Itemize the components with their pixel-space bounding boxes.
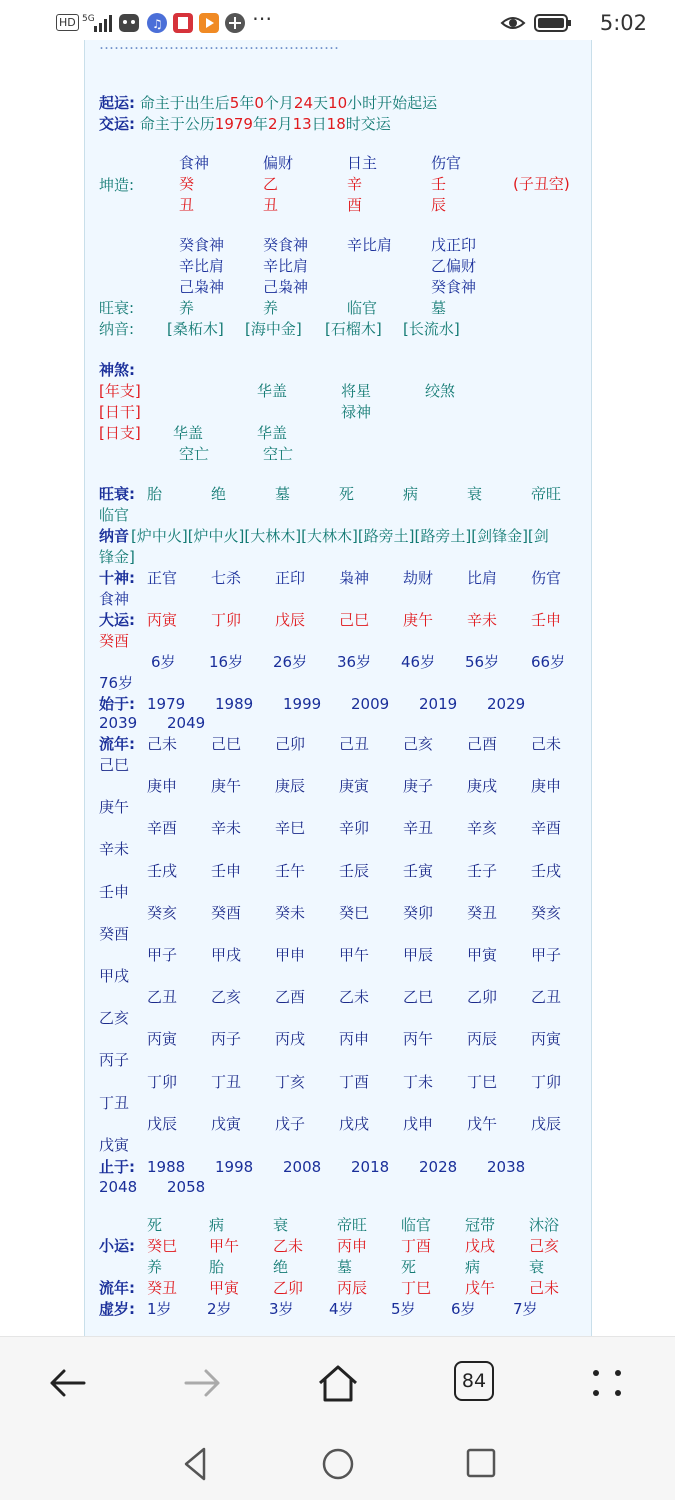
xiaoyun-bottom: 养	[147, 1258, 163, 1276]
end-label: 止于:	[99, 1158, 135, 1176]
shensha-item: 华盖	[257, 382, 288, 400]
jiaoyun-year: 1979	[214, 115, 253, 133]
dayun-shishen: 正官	[147, 569, 178, 587]
liunian-cell: 甲申	[275, 946, 306, 964]
dayun-wangshuai: 墓	[275, 485, 291, 503]
liunian-cell: 乙酉	[275, 988, 306, 1007]
nayin-value: [桑柘木]	[167, 320, 224, 338]
qiyun-years: 5	[229, 94, 240, 112]
liunian-cell: 庚子	[403, 777, 434, 796]
qiyun-line	[99, 93, 437, 113]
kunzao-branch: 辰	[431, 196, 447, 214]
dayun-wangshuai: 死	[339, 485, 355, 503]
liunian-cell: 丁酉	[339, 1072, 370, 1091]
jiaoyun-line	[99, 114, 391, 134]
liunian-cell: 丙子	[211, 1030, 242, 1049]
hidden-stem: 辛比肩	[263, 257, 309, 275]
kunzao-branch: 酉	[347, 196, 363, 214]
liunian-cell: 乙丑	[531, 988, 562, 1007]
xiaoyun-value: 丙申	[337, 1237, 368, 1255]
liunian-cell: 壬申	[211, 861, 242, 880]
dayun-shishen: 食神	[99, 590, 130, 608]
xusui-value: 4岁	[329, 1300, 354, 1318]
xiaoyun-value: 丁酉	[401, 1237, 432, 1255]
liunian-cell: 庚申	[531, 777, 562, 796]
dayun-shishen: 枭神	[339, 569, 370, 587]
liunian-cell: 乙亥	[211, 988, 242, 1007]
dayun-age: 66岁	[531, 653, 566, 671]
dayun-shishen: 正印	[275, 569, 306, 587]
liunian-cell: 甲子	[531, 946, 562, 964]
xiaoyun-liunian: 丁巳	[401, 1279, 432, 1297]
dayun-age: 16岁	[209, 653, 244, 671]
back-button[interactable]	[46, 1363, 90, 1403]
kunzao-god: 食神	[179, 154, 210, 172]
xiaoyun-value: 己亥	[529, 1237, 560, 1255]
liunian-cell: 庚辰	[275, 777, 306, 796]
liunian-cell: 癸卯	[403, 903, 434, 922]
dayun-pillar: 丁卯	[211, 611, 242, 629]
browser-toolbar	[0, 1336, 675, 1429]
end-year: 2008	[283, 1158, 322, 1176]
liunian-cell: 壬寅	[403, 861, 434, 880]
nayin-value: [石榴木]	[325, 320, 382, 338]
kunzao-label: 坤造:	[99, 176, 135, 194]
dayun-wangshuai: 帝旺	[531, 485, 562, 503]
start-year: 1989	[215, 695, 254, 713]
xiaoyun-value: 戊戌	[465, 1237, 496, 1255]
xiaoyun-bottom: 衰	[529, 1258, 545, 1276]
liunian-cell: 己巳	[99, 756, 130, 774]
video-app-icon	[198, 12, 220, 38]
end-year: 2038	[487, 1158, 526, 1176]
forward-button[interactable]	[180, 1363, 224, 1403]
xiaoyun-liunian-label: 流年:	[99, 1279, 135, 1297]
kunzao-stem: 辛	[347, 175, 363, 193]
liunian-cell: 壬申	[99, 882, 130, 901]
dayun-wangshuai-label: 旺衰:	[99, 485, 135, 503]
start-label: 始于:	[99, 695, 135, 713]
more-notifications-icon: ⋯	[252, 6, 272, 30]
liunian-cell: 戊辰	[531, 1114, 562, 1133]
qiyun-text: 天	[313, 94, 329, 112]
liunian-cell: 庚申	[147, 777, 178, 796]
hidden-stem: 乙偏财	[431, 257, 477, 275]
shensha-item: 将星	[341, 382, 372, 400]
hidden-stem: 癸食神	[263, 236, 309, 254]
liunian-cell: 甲子	[147, 946, 178, 964]
svg-text:♫: ♫	[152, 17, 163, 31]
nav-recents-button[interactable]	[462, 1444, 506, 1484]
dayun-pillar: 己巳	[339, 611, 370, 629]
xiaoyun-top: 沐浴	[529, 1216, 560, 1234]
shensha-item: 禄神	[341, 403, 372, 421]
jiaoyun-text: 时交运	[345, 115, 391, 133]
liunian-cell: 丁卯	[531, 1072, 562, 1091]
dayun-label: 大运:	[99, 611, 135, 629]
xiaoyun-bottom: 绝	[273, 1258, 289, 1276]
start-year: 2049	[167, 714, 206, 732]
xiaoyun-bottom: 死	[401, 1258, 417, 1276]
liunian-cell: 戊申	[403, 1114, 434, 1133]
dayun-age: 6岁	[151, 653, 176, 671]
xiaoyun-top: 衰	[273, 1216, 289, 1234]
start-year: 1999	[283, 695, 322, 713]
shensha-label: 神煞:	[99, 361, 135, 379]
wangshuai-value: 墓	[431, 299, 447, 317]
book-app-icon	[172, 12, 194, 38]
liunian-cell: 丙戌	[275, 1030, 306, 1049]
shensha-item: 空亡	[179, 445, 210, 463]
liunian-cell: 甲戌	[99, 967, 130, 985]
liunian-cell: 甲寅	[467, 946, 498, 964]
liunian-cell: 乙巳	[403, 988, 434, 1007]
liunian-cell: 己未	[531, 735, 562, 753]
xusui-value: 3岁	[269, 1300, 294, 1318]
qiyun-text: 小时开始起运	[347, 94, 438, 112]
tabs-button[interactable]: 84	[454, 1361, 494, 1401]
jiaoyun-month: 2	[268, 115, 278, 133]
dayun-wangshuai: 衰	[467, 485, 483, 503]
start-year: 2009	[351, 695, 390, 713]
liunian-cell: 庚寅	[339, 777, 370, 796]
shensha-item: 华盖	[173, 424, 204, 442]
liunian-cell: 丙寅	[147, 1030, 178, 1049]
shensha-item: 空亡	[263, 445, 294, 463]
qiyun-hours: 10	[328, 94, 348, 112]
liunian-cell: 壬子	[467, 861, 498, 880]
nayin-value: [长流水]	[403, 320, 460, 338]
liunian-cell: 癸亥	[531, 903, 562, 922]
kunzao-void: (子丑空)	[513, 175, 570, 193]
music-app-icon	[146, 12, 168, 38]
dayun-wangshuai: 临官	[99, 506, 130, 524]
liunian-cell: 壬午	[275, 861, 306, 880]
shensha-item: 绞煞	[425, 382, 456, 400]
qiyun-label: 起运:	[99, 94, 135, 112]
dayun-pillar: 戊辰	[275, 611, 306, 629]
liunian-cell: 戊子	[275, 1114, 306, 1133]
dayun-shishen: 七杀	[211, 569, 242, 587]
liunian-cell: 戊寅	[99, 1135, 130, 1154]
battery-icon	[534, 13, 572, 39]
liunian-cell: 丙辰	[467, 1030, 498, 1049]
liunian-cell: 辛酉	[531, 819, 562, 838]
dayun-wangshuai: 病	[403, 485, 419, 503]
liunian-cell: 己丑	[339, 735, 370, 753]
xiaoyun-liunian: 己未	[529, 1279, 560, 1297]
liunian-cell: 乙卯	[467, 988, 498, 1007]
app-notification-icon	[118, 12, 140, 38]
liunian-cell: 丁亥	[275, 1072, 306, 1091]
xiaoyun-liunian: 戊午	[465, 1279, 496, 1297]
system-nav-bar	[0, 1428, 675, 1500]
liunian-cell: 甲辰	[403, 946, 434, 964]
liunian-cell: 丁卯	[147, 1072, 178, 1091]
liunian-cell: 辛巳	[275, 819, 306, 838]
xiaoyun-value: 甲午	[209, 1237, 240, 1255]
liunian-cell: 辛酉	[147, 819, 178, 838]
kunzao-stem: 癸	[179, 175, 195, 193]
kunzao-branch: 丑	[263, 196, 279, 214]
start-year: 2019	[419, 695, 458, 713]
shensha-row-label: [年支]	[99, 382, 141, 400]
xiaoyun-bottom: 胎	[209, 1258, 225, 1276]
liunian-cell: 丁未	[403, 1072, 434, 1091]
liunian-label: 流年:	[99, 735, 135, 753]
end-year: 2018	[351, 1158, 390, 1176]
shensha-item: 华盖	[257, 424, 288, 442]
liunian-cell: 癸巳	[339, 903, 370, 922]
xiaoyun-top: 冠带	[465, 1216, 496, 1234]
xusui-label: 虚岁:	[99, 1300, 135, 1318]
xiaoyun-bottom: 墓	[337, 1258, 353, 1276]
start-year: 1979	[147, 695, 186, 713]
liunian-cell: 乙未	[339, 988, 370, 1007]
wangshuai-value: 临官	[347, 299, 378, 317]
start-year: 2039	[99, 714, 138, 732]
jiaoyun-hour: 18	[326, 115, 346, 133]
jiaoyun-text: 年	[252, 115, 268, 133]
liunian-cell: 辛未	[211, 819, 242, 838]
kunzao-stem: 乙	[263, 175, 279, 193]
xiaoyun-liunian: 癸丑	[147, 1279, 178, 1297]
liunian-cell: 丁丑	[211, 1072, 242, 1091]
eye-icon	[500, 12, 526, 38]
liunian-cell: 丙申	[339, 1030, 370, 1049]
liunian-cell: 庚戌	[467, 777, 498, 796]
xiaoyun-top: 临官	[401, 1216, 432, 1234]
xusui-value: 2岁	[207, 1300, 232, 1318]
svg-text:5G: 5G	[82, 14, 95, 24]
dayun-age: 26岁	[273, 653, 308, 671]
clock: 5:02	[599, 11, 647, 35]
liunian-cell: 辛亥	[467, 819, 498, 838]
nav-back-button[interactable]	[176, 1444, 220, 1484]
liunian-cell: 壬辰	[339, 861, 370, 880]
dayun-wangshuai: 绝	[211, 485, 227, 503]
kunzao-stem: 壬	[431, 175, 447, 193]
liunian-cell: 丙午	[403, 1030, 434, 1049]
hidden-stem: 己枭神	[179, 278, 225, 296]
dayun-wangshuai: 胎	[147, 485, 163, 503]
dayun-age: 36岁	[337, 653, 372, 671]
menu-button[interactable]	[586, 1363, 630, 1403]
kunzao-god: 伤官	[431, 154, 462, 172]
nav-home-button[interactable]	[318, 1444, 362, 1484]
qiyun-months: 0	[254, 94, 264, 112]
xiaoyun-top: 死	[147, 1216, 163, 1234]
liunian-cell: 丁丑	[99, 1093, 130, 1112]
liunian-cell: 癸酉	[99, 924, 130, 943]
xusui-value: 5岁	[391, 1300, 416, 1318]
start-year: 2029	[487, 695, 526, 713]
liunian-cell: 己亥	[403, 735, 434, 753]
xiaoyun-value: 乙未	[273, 1237, 304, 1255]
liunian-cell: 乙丑	[147, 988, 178, 1007]
jiaoyun-day: 13	[292, 115, 312, 133]
dayun-nayin-label: 纳音	[99, 527, 130, 545]
dayun-shishen: 比肩	[467, 569, 498, 587]
liunian-cell: 戊午	[467, 1114, 498, 1133]
xiaoyun-top: 帝旺	[337, 1216, 368, 1234]
kunzao-god: 日主	[347, 154, 378, 172]
jiaoyun-text: 月	[277, 115, 293, 133]
qiyun-text: 个月	[263, 94, 294, 112]
xiaoyun-value: 癸巳	[147, 1237, 178, 1255]
end-year: 2048	[99, 1178, 138, 1196]
liunian-cell: 癸亥	[147, 903, 178, 922]
hidden-stem: 戊正印	[431, 236, 477, 254]
kunzao-god: 偏财	[263, 154, 294, 172]
liunian-cell: 戊寅	[211, 1114, 242, 1133]
dayun-shishen: 伤官	[531, 569, 562, 587]
dayun-age: 76岁	[99, 674, 134, 692]
liunian-cell: 丙寅	[531, 1030, 562, 1049]
wangshuai-label: 旺衰:	[99, 299, 135, 317]
end-year: 1988	[147, 1158, 186, 1176]
clipped-top-line: …………………………………………	[99, 40, 339, 53]
liunian-cell: 戊戌	[339, 1114, 370, 1133]
liunian-cell: 己未	[147, 735, 178, 753]
liunian-cell: 癸酉	[211, 903, 242, 922]
jiaoyun-text: 命主于公历	[139, 115, 215, 133]
end-year: 2028	[419, 1158, 458, 1176]
liunian-cell: 丁巳	[467, 1072, 498, 1091]
hidden-stem: 癸食神	[179, 236, 225, 254]
end-year: 2058	[167, 1178, 206, 1196]
dayun-shishen: 劫财	[403, 569, 434, 587]
qiyun-text: 命主于出生后	[139, 94, 230, 112]
xiaoyun-liunian: 乙卯	[273, 1279, 304, 1297]
home-button[interactable]	[316, 1363, 360, 1403]
hd-icon: HD	[56, 14, 79, 31]
liunian-cell: 癸未	[275, 903, 306, 922]
nayin-value: [海中金]	[245, 320, 302, 338]
xusui-value: 7岁	[513, 1300, 538, 1318]
end-year: 1998	[215, 1158, 254, 1176]
dayun-nayin: 锋金]	[99, 548, 135, 566]
hidden-stem: 辛比肩	[347, 236, 393, 254]
liunian-cell: 甲午	[339, 946, 370, 964]
shensha-row-label: [日支]	[99, 424, 141, 442]
xiaoyun-bottom: 病	[465, 1258, 481, 1276]
liunian-cell: 壬戌	[531, 861, 562, 880]
bazi-result-panel	[84, 40, 592, 1336]
xiaoyun-label: 小运:	[99, 1237, 135, 1255]
liunian-cell: 辛未	[99, 840, 130, 859]
liunian-cell: 戊辰	[147, 1114, 178, 1133]
qiyun-days: 24	[293, 94, 314, 112]
dayun-age: 56岁	[465, 653, 500, 671]
signal-icon	[82, 12, 112, 38]
liunian-cell: 辛丑	[403, 819, 434, 838]
liunian-cell: 己巳	[211, 735, 242, 753]
dayun-nayin: [炉中火][炉中火][大林木][大林木][路旁土][路旁土][剑锋金][剑	[131, 527, 549, 545]
liunian-cell: 乙亥	[99, 1009, 130, 1028]
liunian-cell: 辛卯	[339, 819, 370, 838]
dayun-shishen-label: 十神:	[99, 569, 135, 587]
wangshuai-value: 养	[263, 299, 279, 317]
dayun-age: 46岁	[401, 653, 436, 671]
liunian-cell: 庚午	[211, 777, 242, 796]
shensha-row-label: [日干]	[99, 403, 141, 421]
liunian-cell: 己卯	[275, 735, 306, 753]
hidden-stem: 己枭神	[263, 278, 309, 296]
xiaoyun-liunian: 甲寅	[209, 1279, 240, 1297]
jiaoyun-text: 日	[311, 115, 327, 133]
xusui-value: 6岁	[451, 1300, 476, 1318]
dayun-pillar: 壬申	[531, 611, 562, 629]
dayun-pillar: 丙寅	[147, 611, 178, 629]
wangshuai-value: 养	[179, 299, 195, 317]
hidden-stem: 辛比肩	[179, 257, 225, 275]
dayun-pillar: 癸酉	[99, 632, 130, 650]
liunian-cell: 丙子	[99, 1051, 130, 1070]
liunian-cell: 庚午	[99, 798, 130, 817]
dayun-pillar: 辛未	[467, 611, 498, 629]
liunian-cell: 癸丑	[467, 903, 498, 922]
nayin-label: 纳音:	[99, 320, 135, 338]
liunian-cell: 壬戌	[147, 861, 178, 880]
xiaoyun-liunian: 丙辰	[337, 1279, 368, 1297]
kunzao-branch: 丑	[179, 196, 195, 214]
qiyun-text: 年	[239, 94, 255, 112]
hidden-stem: 癸食神	[431, 278, 477, 296]
xiaoyun-top: 病	[209, 1216, 225, 1234]
xusui-value: 1岁	[147, 1300, 172, 1318]
jiaoyun-label: 交运:	[99, 115, 135, 133]
dayun-pillar: 庚午	[403, 611, 434, 629]
browser-app-icon	[224, 12, 246, 38]
liunian-cell: 甲戌	[211, 946, 242, 964]
liunian-cell: 己酉	[467, 735, 498, 753]
